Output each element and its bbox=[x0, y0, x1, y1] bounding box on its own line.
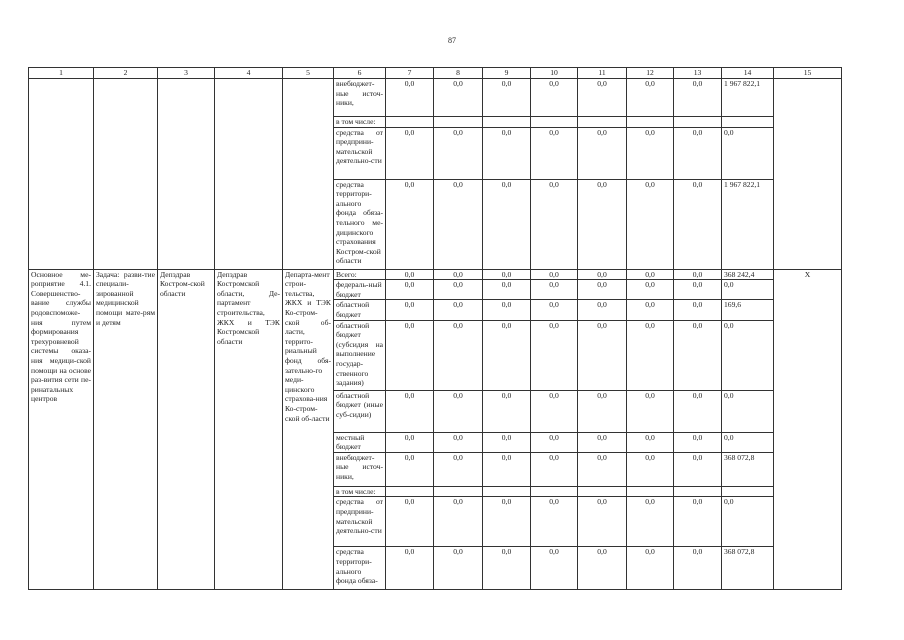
value-cell: 0,0 bbox=[627, 547, 674, 590]
value-cell: 0,0 bbox=[578, 269, 627, 280]
value-cell: 0,0 bbox=[674, 432, 722, 452]
funding-source-cell: средства территори-ального фонда обяза- bbox=[334, 547, 386, 590]
total-value-cell: 0,0 bbox=[722, 280, 774, 300]
value-cell: 0,0 bbox=[578, 497, 627, 547]
total-value-cell: 169,6 bbox=[722, 300, 774, 320]
column-header-3: 3 bbox=[158, 68, 215, 79]
empty-value-cell bbox=[386, 486, 434, 497]
funding-source-cell: в том числе: bbox=[334, 486, 386, 497]
column-header-9: 9 bbox=[483, 68, 531, 79]
empty-value-cell bbox=[434, 117, 483, 128]
column-header-5: 5 bbox=[283, 68, 334, 79]
value-cell: 0,0 bbox=[531, 320, 578, 390]
total-value-cell: 368 242,4 bbox=[722, 269, 774, 280]
value-cell: 0,0 bbox=[386, 432, 434, 452]
empty-cell-col-2 bbox=[94, 79, 158, 270]
value-cell: 0,0 bbox=[434, 390, 483, 432]
value-cell: 0,0 bbox=[483, 300, 531, 320]
value-cell: 0,0 bbox=[674, 547, 722, 590]
value-cell: 0,0 bbox=[483, 127, 531, 179]
value-cell: 0,0 bbox=[531, 269, 578, 280]
funding-source-cell: областной бюджет bbox=[334, 300, 386, 320]
value-cell: 0,0 bbox=[483, 547, 531, 590]
empty-value-cell bbox=[722, 117, 774, 128]
value-cell: 0,0 bbox=[674, 300, 722, 320]
value-cell: 0,0 bbox=[386, 497, 434, 547]
value-cell: 0,0 bbox=[578, 390, 627, 432]
value-cell: 0,0 bbox=[627, 300, 674, 320]
empty-cell-col-1 bbox=[29, 79, 94, 270]
co-executors-cell: Депздрав Костромской области, Де-партамент строительства, ЖКХ и ТЭК Костромской области bbox=[215, 269, 283, 590]
budget-table bbox=[28, 67, 842, 590]
value-cell: 0,0 bbox=[531, 390, 578, 432]
value-cell: 0,0 bbox=[434, 320, 483, 390]
funding-source-cell: средства территори-ального фонда обяза-тельного ме-дицинского страхования Костром-ской области bbox=[334, 179, 386, 269]
value-cell: 0,0 bbox=[627, 432, 674, 452]
column-15-mark: X bbox=[774, 269, 842, 590]
value-cell: 0,0 bbox=[674, 497, 722, 547]
value-cell: 0,0 bbox=[434, 547, 483, 590]
measure-name-cell: Основное ме-роприятие 4.1. Совершенство-вание службы родовспоможе-ния путем формирования трехуровневой системы оказа-ния медици-ской помощи на основе раз-вития сети пе-ринатальных центров bbox=[29, 269, 94, 590]
empty-value-cell bbox=[434, 486, 483, 497]
value-cell: 0,0 bbox=[531, 179, 578, 269]
value-cell: 0,0 bbox=[578, 280, 627, 300]
empty-value-cell bbox=[722, 486, 774, 497]
value-cell: 0,0 bbox=[674, 79, 722, 117]
value-cell: 0,0 bbox=[483, 269, 531, 280]
value-cell: 0,0 bbox=[627, 79, 674, 117]
value-cell: 0,0 bbox=[434, 300, 483, 320]
value-cell: 0,0 bbox=[578, 452, 627, 486]
value-cell: 0,0 bbox=[434, 497, 483, 547]
empty-cell-col-4 bbox=[215, 79, 283, 270]
value-cell: 0,0 bbox=[386, 269, 434, 280]
total-value-cell: 0,0 bbox=[722, 497, 774, 547]
column-header-13: 13 bbox=[674, 68, 722, 79]
value-cell: 0,0 bbox=[483, 280, 531, 300]
empty-value-cell bbox=[578, 486, 627, 497]
funding-source-cell: федераль-ный бюджет bbox=[334, 280, 386, 300]
column-header-11: 11 bbox=[578, 68, 627, 79]
funding-source-cell: Всего: bbox=[334, 269, 386, 280]
empty-cell-col-5 bbox=[283, 79, 334, 270]
total-value-cell: 0,0 bbox=[722, 390, 774, 432]
value-cell: 0,0 bbox=[578, 79, 627, 117]
page-number: 87 bbox=[448, 36, 456, 45]
column-header-4: 4 bbox=[215, 68, 283, 79]
value-cell: 0,0 bbox=[386, 179, 434, 269]
empty-cell-col-15 bbox=[774, 79, 842, 270]
value-cell: 0,0 bbox=[483, 452, 531, 486]
table-row bbox=[29, 269, 842, 280]
value-cell: 0,0 bbox=[386, 390, 434, 432]
value-cell: 0,0 bbox=[386, 452, 434, 486]
value-cell: 0,0 bbox=[483, 432, 531, 452]
value-cell: 0,0 bbox=[674, 269, 722, 280]
value-cell: 0,0 bbox=[627, 269, 674, 280]
value-cell: 0,0 bbox=[627, 127, 674, 179]
participants-cell: Департа-мент строи-тельства, ЖКХ и ТЭК Ко-стром-ской об-ласти, террито-риальный фонд обя-зательно-го меди-цинского страхова-ния Ко-стром-ской об-ласти bbox=[283, 269, 334, 590]
total-value-cell: 368 072,8 bbox=[722, 452, 774, 486]
value-cell: 0,0 bbox=[627, 497, 674, 547]
funding-source-cell: средства от предприни-мательской деятельно-сти bbox=[334, 497, 386, 547]
value-cell: 0,0 bbox=[578, 127, 627, 179]
funding-source-cell: местный бюджет bbox=[334, 432, 386, 452]
funding-source-cell: внебюджет-ные источ-ники, bbox=[334, 452, 386, 486]
funding-source-cell: областной бюджет (субсидия на выполнение государ-ственного задания) bbox=[334, 320, 386, 390]
responsible-executor-cell: Депздрав Костром-ской области bbox=[158, 269, 215, 590]
empty-value-cell bbox=[627, 117, 674, 128]
value-cell: 0,0 bbox=[531, 452, 578, 486]
value-cell: 0,0 bbox=[483, 497, 531, 547]
funding-source-cell: средства от предприни-мательской деятельно-сти bbox=[334, 127, 386, 179]
total-value-cell: 0,0 bbox=[722, 320, 774, 390]
empty-value-cell bbox=[531, 486, 578, 497]
value-cell: 0,0 bbox=[627, 390, 674, 432]
value-cell: 0,0 bbox=[674, 179, 722, 269]
value-cell: 0,0 bbox=[434, 269, 483, 280]
value-cell: 0,0 bbox=[483, 320, 531, 390]
total-value-cell: 0,0 bbox=[722, 127, 774, 179]
empty-value-cell bbox=[674, 486, 722, 497]
empty-cell-col-3 bbox=[158, 79, 215, 270]
value-cell: 0,0 bbox=[386, 300, 434, 320]
value-cell: 0,0 bbox=[531, 497, 578, 547]
value-cell: 0,0 bbox=[578, 320, 627, 390]
value-cell: 0,0 bbox=[531, 547, 578, 590]
funding-source-cell: в том числе: bbox=[334, 117, 386, 128]
column-header-10: 10 bbox=[531, 68, 578, 79]
empty-value-cell bbox=[674, 117, 722, 128]
column-header-2: 2 bbox=[94, 68, 158, 79]
value-cell: 0,0 bbox=[531, 432, 578, 452]
total-value-cell: 368 072,8 bbox=[722, 547, 774, 590]
value-cell: 0,0 bbox=[386, 547, 434, 590]
value-cell: 0,0 bbox=[531, 300, 578, 320]
total-value-cell: 0,0 bbox=[722, 432, 774, 452]
column-header-1: 1 bbox=[29, 68, 94, 79]
value-cell: 0,0 bbox=[531, 79, 578, 117]
empty-value-cell bbox=[627, 486, 674, 497]
empty-value-cell bbox=[531, 117, 578, 128]
column-header-14: 14 bbox=[722, 68, 774, 79]
value-cell: 0,0 bbox=[578, 547, 627, 590]
column-header-7: 7 bbox=[386, 68, 434, 79]
value-cell: 0,0 bbox=[483, 79, 531, 117]
value-cell: 0,0 bbox=[674, 127, 722, 179]
value-cell: 0,0 bbox=[578, 432, 627, 452]
column-header-8: 8 bbox=[434, 68, 483, 79]
value-cell: 0,0 bbox=[434, 127, 483, 179]
value-cell: 0,0 bbox=[483, 390, 531, 432]
value-cell: 0,0 bbox=[531, 280, 578, 300]
funding-source-cell: областной бюджет (иные суб-сидии) bbox=[334, 390, 386, 432]
total-value-cell: 1 967 822,1 bbox=[722, 79, 774, 117]
column-header-6: 6 bbox=[334, 68, 386, 79]
value-cell: 0,0 bbox=[578, 300, 627, 320]
value-cell: 0,0 bbox=[531, 127, 578, 179]
value-cell: 0,0 bbox=[674, 452, 722, 486]
column-header-row bbox=[29, 68, 842, 79]
value-cell: 0,0 bbox=[674, 320, 722, 390]
empty-value-cell bbox=[483, 117, 531, 128]
value-cell: 0,0 bbox=[386, 280, 434, 300]
value-cell: 0,0 bbox=[627, 179, 674, 269]
column-header-15: 15 bbox=[774, 68, 842, 79]
value-cell: 0,0 bbox=[434, 280, 483, 300]
value-cell: 0,0 bbox=[674, 280, 722, 300]
column-header-12: 12 bbox=[627, 68, 674, 79]
value-cell: 0,0 bbox=[483, 179, 531, 269]
empty-value-cell bbox=[578, 117, 627, 128]
value-cell: 0,0 bbox=[434, 179, 483, 269]
value-cell: 0,0 bbox=[434, 432, 483, 452]
value-cell: 0,0 bbox=[674, 390, 722, 432]
task-cell: Задача: разви-тие специали-зированной медицинской помощи мате-рям и детям bbox=[94, 269, 158, 590]
value-cell: 0,0 bbox=[434, 79, 483, 117]
value-cell: 0,0 bbox=[386, 320, 434, 390]
value-cell: 0,0 bbox=[434, 452, 483, 486]
value-cell: 0,0 bbox=[386, 127, 434, 179]
value-cell: 0,0 bbox=[386, 79, 434, 117]
value-cell: 0,0 bbox=[627, 320, 674, 390]
value-cell: 0,0 bbox=[627, 280, 674, 300]
empty-value-cell bbox=[483, 486, 531, 497]
funding-source-cell: внебюджет-ные источ-ники, bbox=[334, 79, 386, 117]
empty-value-cell bbox=[386, 117, 434, 128]
table-row bbox=[29, 79, 842, 117]
value-cell: 0,0 bbox=[578, 179, 627, 269]
total-value-cell: 1 967 822,1 bbox=[722, 179, 774, 269]
value-cell: 0,0 bbox=[627, 452, 674, 486]
